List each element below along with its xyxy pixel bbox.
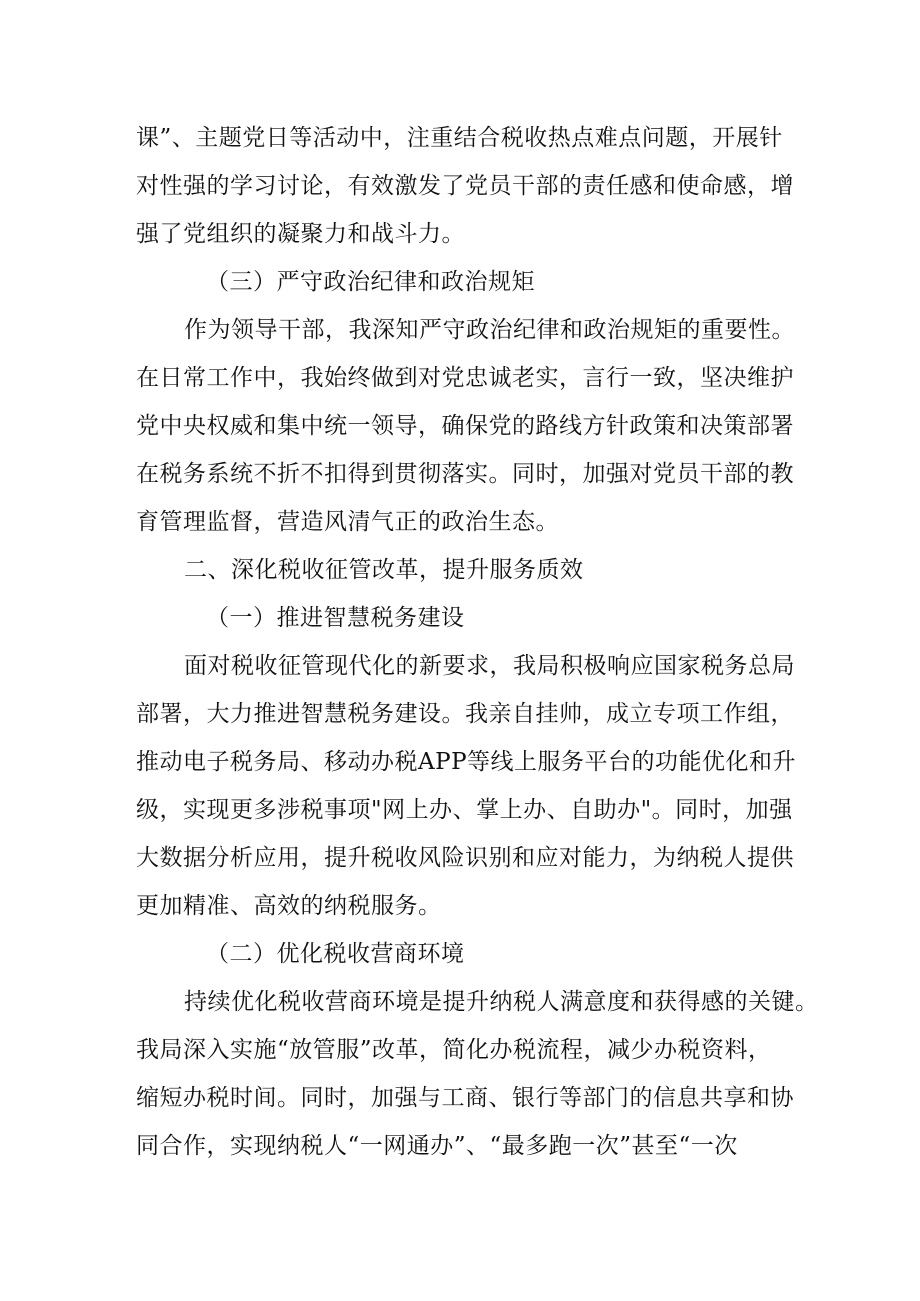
- section-heading: （三）严守政治纪律和政治规矩: [206, 269, 535, 295]
- text-line: 部署，大力推进智慧税务建设。我亲自挂帅，成立专项工作组，: [136, 701, 794, 727]
- chapter-heading: 二、深化税收征管改革，提升服务质效: [184, 557, 584, 583]
- text-line: 在日常工作中，我始终做到对党忠诚老实，言行一致，坚决维护: [136, 365, 794, 391]
- text-line: 育管理监督，营造风清气正的政治生态。: [136, 509, 559, 535]
- text-line: 推动电子税务局、移动办税APP等线上服务平台的功能优化和升: [136, 749, 797, 775]
- text-line: 我局深入实施“放管服”改革，简化办税流程，减少办税资料，: [136, 1037, 772, 1063]
- section-heading: （二）优化税收营商环境: [206, 941, 465, 967]
- text-line: 强了党组织的凝聚力和战斗力。: [136, 221, 465, 247]
- text-line: 对性强的学习讨论，有效激发了党员干部的责任感和使命感，增: [136, 173, 794, 199]
- text-line: 面对税收征管现代化的新要求，我局积极响应国家税务总局: [184, 653, 795, 679]
- text-line: 级，实现更多涉税事项"网上办、掌上办、自助办"。同时，加强: [136, 797, 793, 823]
- text-line: 同合作，实现纳税人“一网通办”、“最多跑一次”甚至“一次: [136, 1133, 738, 1159]
- text-line: 作为领导干部，我深知严守政治纪律和政治规矩的重要性。: [184, 317, 795, 343]
- text-line: 缩短办税时间。同时，加强与工商、银行等部门的信息共享和协: [136, 1085, 794, 1111]
- text-line: 持续优化税收营商环境是提升纳税人满意度和获得感的关键。: [184, 989, 819, 1015]
- text-line: 课”、主题党日等活动中，注重结合税收热点难点问题，开展针: [136, 125, 783, 151]
- text-line: 大数据分析应用，提升税收风险识别和应对能力，为纳税人提供: [136, 845, 794, 871]
- text-line: 党中央权威和集中统一领导，确保党的路线方针政策和决策部署: [136, 413, 794, 439]
- section-heading: （一）推进智慧税务建设: [206, 605, 465, 631]
- text-line: 更加精准、高效的纳税服务。: [136, 893, 442, 919]
- text-line: 在税务系统不折不扣得到贯彻落实。同时，加强对党员干部的教: [136, 461, 794, 487]
